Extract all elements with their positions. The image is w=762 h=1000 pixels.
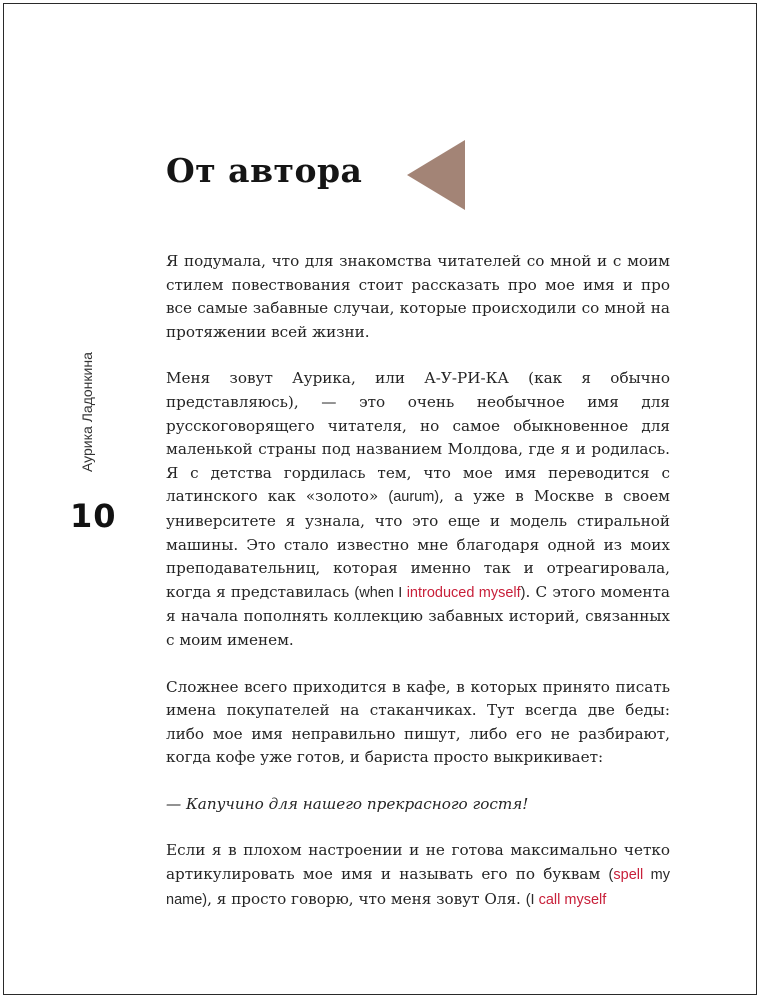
- p2-text-before: Меня зовут Аурика, или А-У-РИ-КА (как я обычно представляюсь), — это очень необычное имя для русскоговорящего читателя, но самое обыкновенное для маленькой страны под названием Молдова, где я и родилась. Я с детства гордилась тем, что мое имя переводится с латинского как «золото»: [166, 369, 670, 506]
- p2-aurum: (aurum): [388, 489, 440, 506]
- p5-close-paren: ): [202, 891, 208, 908]
- p5-open-paren: (: [608, 867, 614, 884]
- chapter-title: От автора: [166, 151, 363, 190]
- p5-my-name: my name: [166, 867, 670, 908]
- p5-open-i: (I: [525, 891, 539, 908]
- paragraph-intro: Я подумала, что для знакомства читателей со мной и с моим стилем повествования стоит рассказать про мое имя и про все самые забавные случаи, которые происходили со мной на протяжении всей жизни.: [166, 252, 670, 341]
- highlight-spell: spell: [613, 867, 644, 884]
- p2-when-i: (when I: [354, 584, 407, 601]
- paragraph-bad-mood: [166, 839, 670, 912]
- paragraph-barista-quote: — Капучино для нашего прекрасного гостя!: [166, 794, 529, 813]
- p2-text-after: . С этого момента я начала пополнять коллекцию забавных историй, связанных с моим именем.: [166, 582, 670, 649]
- title-triangle-ornament: [407, 140, 467, 210]
- paragraph-cafe: Сложнее всего приходится в кафе, в которых принято писать имена покупателей на стаканчиках. Тут всегда две беды: либо мое имя неправильно пишут, либо его не разбирают, когда кофе уже готов, и бариста просто выкрикивает:: [166, 677, 670, 767]
- page-number: 10: [70, 497, 117, 535]
- p5-text-before: Если я в плохом настроении и не готова максимально четко артикулировать мое имя и называть его по буквам: [166, 841, 670, 884]
- p5-text-middle: , я просто говорю, что меня зовут Оля.: [207, 889, 526, 908]
- running-head-author: Аурика Ладонкина: [79, 352, 95, 472]
- p2-close-paren: ): [520, 584, 526, 601]
- highlight-call-myself: call myself: [538, 891, 607, 908]
- body-text: [166, 250, 670, 935]
- paragraph-name-story: [166, 367, 670, 652]
- highlight-introduced-myself: introduced myself: [406, 584, 521, 601]
- p2-text-middle: , а уже в Москве в своем университете я узнала, что это еще и модель стиральной машины. Это стало известно мне благодаря одной из моих преподавательниц, которая именно так и отреагировала, когда я представилась: [166, 487, 670, 601]
